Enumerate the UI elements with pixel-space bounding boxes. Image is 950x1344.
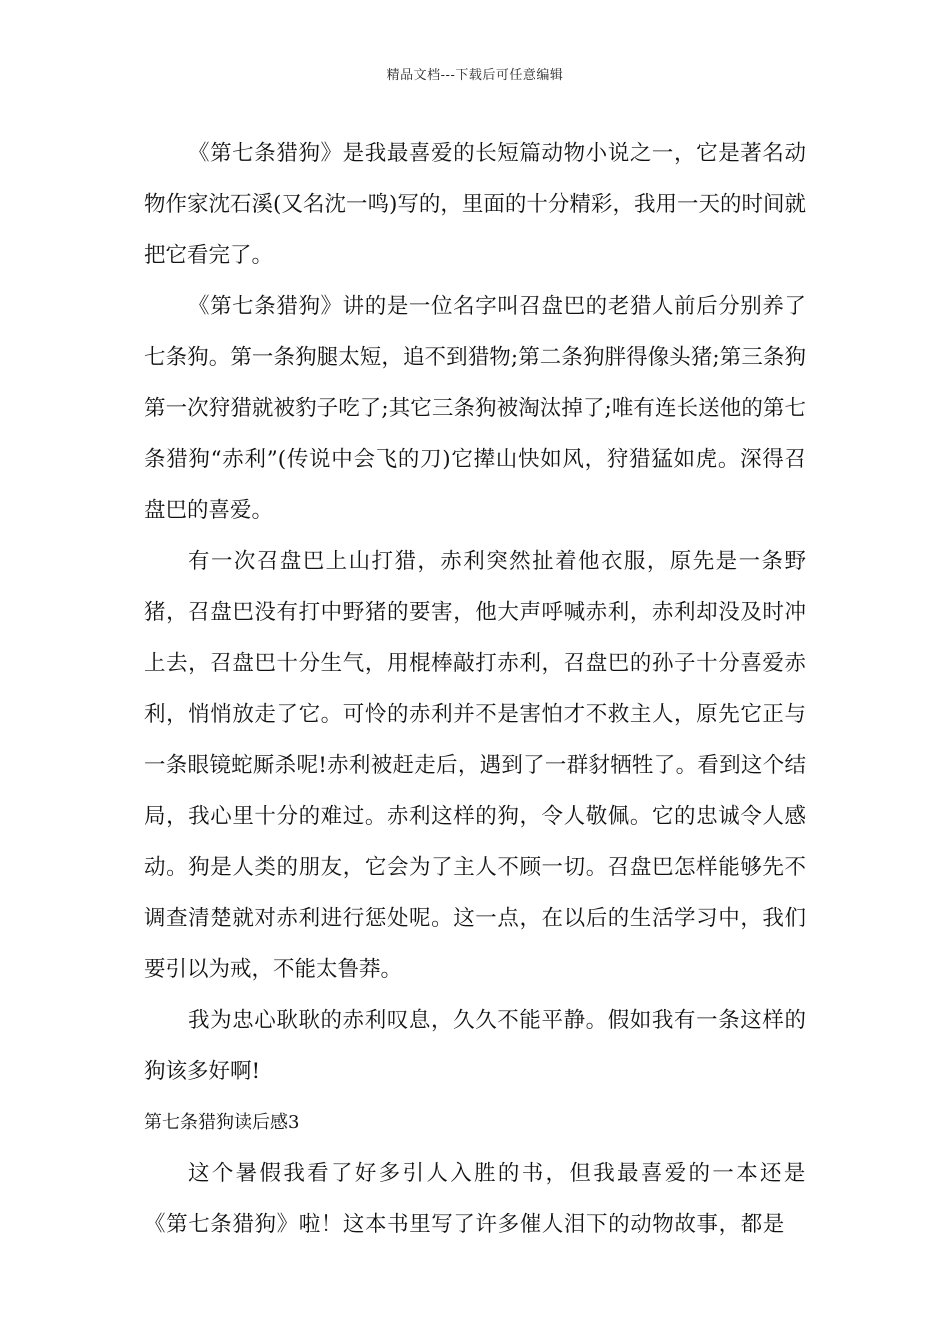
paragraph-section-intro: 这个暑假我看了好多引人入胜的书，但我最喜爱的一本还是《第七条猎狗》啦！这本书里写了许多催人泪下的动物故事，都是: [144, 1161, 806, 1237]
document-body: [144, 128, 806, 1250]
page-header: 精品文档---下载后可任意编辑: [386, 68, 564, 83]
paragraph-story: 有一次召盘巴上山打猎，赤利突然扯着他衣服，原先是一条野猪，召盘巴没有打中野猪的要害，他大声呼喊赤利，赤利却没及时冲上去，召盘巴十分生气，用棍棒敲打赤利，召盘巴的孙子十分喜爱赤利，悄悄放走了它。可怜的赤利并不是害怕才不救主人，原先它正与一条眼镜蛇厮杀呢!赤利被赶走后，遇到了一群豺牺牲了。看到这个结局，我心里十分的难过。赤利这样的狗，令人敬佩。它的忠诚令人感动。狗是人类的朋友，它会为了主人不顾一切。召盘巴怎样能够先不调查清楚就对赤利进行惩处呢。这一点，在以后的生活学习中，我们要引以为戒，不能太鲁莽。: [144, 549, 806, 982]
section-title: 第七条猎狗读后感3: [144, 1112, 300, 1133]
paragraph-reflection: 我为忠心耿耿的赤利叹息，久久不能平静。假如我有一条这样的狗该多好啊!: [144, 1008, 806, 1084]
paragraph-summary: 《第七条猎狗》讲的是一位名字叫召盘巴的老猎人前后分别养了七条狗。第一条狗腿太短，追不到猎物;第二条狗胖得像头猪;第三条狗第一次狩猎就被豹子吃了;其它三条狗被淘汰掉了;唯有连长送他的第七条猎狗“赤利”(传说中会飞的刀)它撵山快如风，狩猎猛如虎。深得召盘巴的喜爱。: [144, 294, 806, 523]
paragraph-intro: 《第七条猎狗》是我最喜爱的长短篇动物小说之一，它是著名动物作家沈石溪(又名沈一鸣)写的，里面的十分精彩，我用一天的时间就把它看完了。: [144, 141, 806, 268]
